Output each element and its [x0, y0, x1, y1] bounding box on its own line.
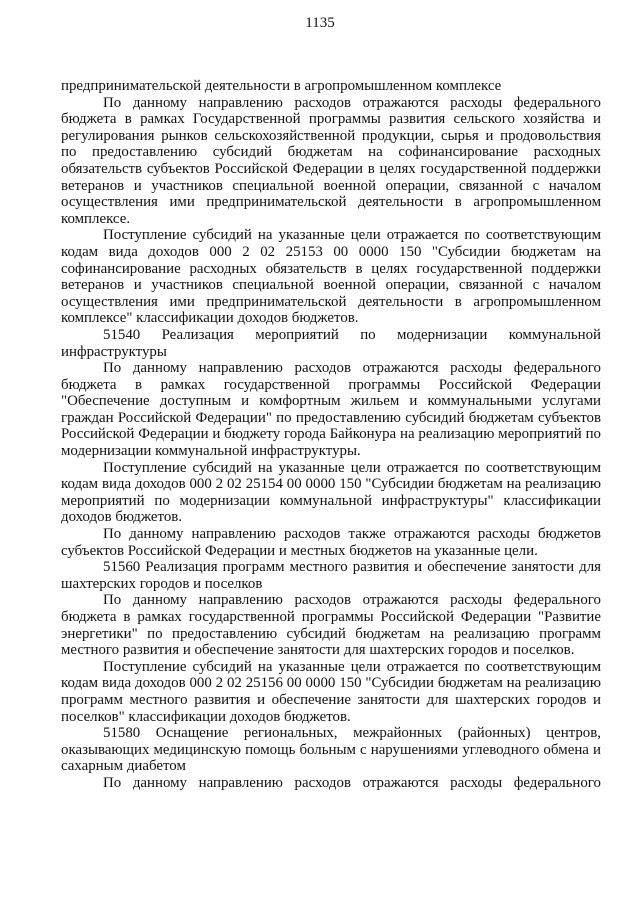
paragraph: По данному направлению расходов отражаются расходы федерального бюджета в рамках Государственной программы развития сельского хозяйства и регулирования рынков сельскохозяйственной продукции, сырья и продовольствия по предоставлению субсидий бюджетам на софинансирование расходных обязательств субъектов Российской Федерации в целях государственной поддержки ветеранов и участников специальной военной операции, связанной с началом осуществления ими предпринимательской деятельности в агропромышленном комплексе.	[61, 94, 601, 227]
section-heading-51580: 51580 Оснащение региональных, межрайонных (районных) центров, оказывающих медицинскую помощь больным с нарушениями углеводного обмена и сахарным диабетом	[61, 725, 601, 775]
paragraph: По данному направлению расходов также отражаются расходы бюджетов субъектов Российской Федерации и местных бюджетов на указанные цели.	[61, 526, 601, 559]
paragraph: По данному направлению расходов отражаются расходы федерального бюджета в рамках государственной программы Российской Федерации "Обеспечение доступным и комфортным жильем и коммунальными услугами граждан Российской Федерации" по предоставлению субсидий бюджетам субъектов Российской Федерации и бюджету города Байконура на реализацию мероприятий по модернизации коммунальной инфраструктуры.	[61, 360, 601, 460]
paragraph: По данному направлению расходов отражаются расходы федерального бюджета в рамках государственной программы Российской Федерации "Развитие энергетики" по предоставлению субсидий бюджетам на реализацию программ местного развития и обеспечение занятости для шахтерских городов и поселков.	[61, 592, 601, 659]
paragraph-continued: По данному направлению расходов отражаются расходы федерального	[103, 774, 601, 791]
paragraph: Поступление субсидий на указанные цели отражается по соответствующим кодам вида доходов 000 2 02 25153 00 0000 150 "Субсидии бюджетам на софинансирование расходных обязательств в целях государственной поддержки ветеранов и участников специальной военной операции, связанной с началом осуществления ими предпринимательской деятельности в агропромышленном комплексе" классификации доходов бюджетов.	[61, 227, 601, 327]
paragraph: Поступление субсидий на указанные цели отражается по соответствующим кодам вида доходов 000 2 02 25154 00 0000 150 "Субсидии бюджетам на реализацию мероприятий по модернизации коммунальной инфраструктуры" классификации доходов бюджетов.	[61, 459, 601, 526]
paragraph-continuation: предпринимательской деятельности в агропромышленном комплексе	[61, 78, 502, 94]
section-heading-51560: 51560 Реализация программ местного развития и обеспечение занятости для шахтерских городов и поселков	[61, 559, 601, 592]
paragraph: Поступление субсидий на указанные цели отражается по соответствующим кодам вида доходов 000 2 02 25156 00 0000 150 "Субсидии бюджетам на реализацию программ местного развития и обеспечение занятости для шахтерских городов и поселков" классификации доходов бюджетов.	[61, 658, 601, 725]
page-number: 1135	[305, 15, 335, 31]
section-heading-51540: 51540 Реализация мероприятий по модернизации коммунальной инфраструктуры	[61, 326, 601, 360]
document-body	[61, 78, 601, 792]
